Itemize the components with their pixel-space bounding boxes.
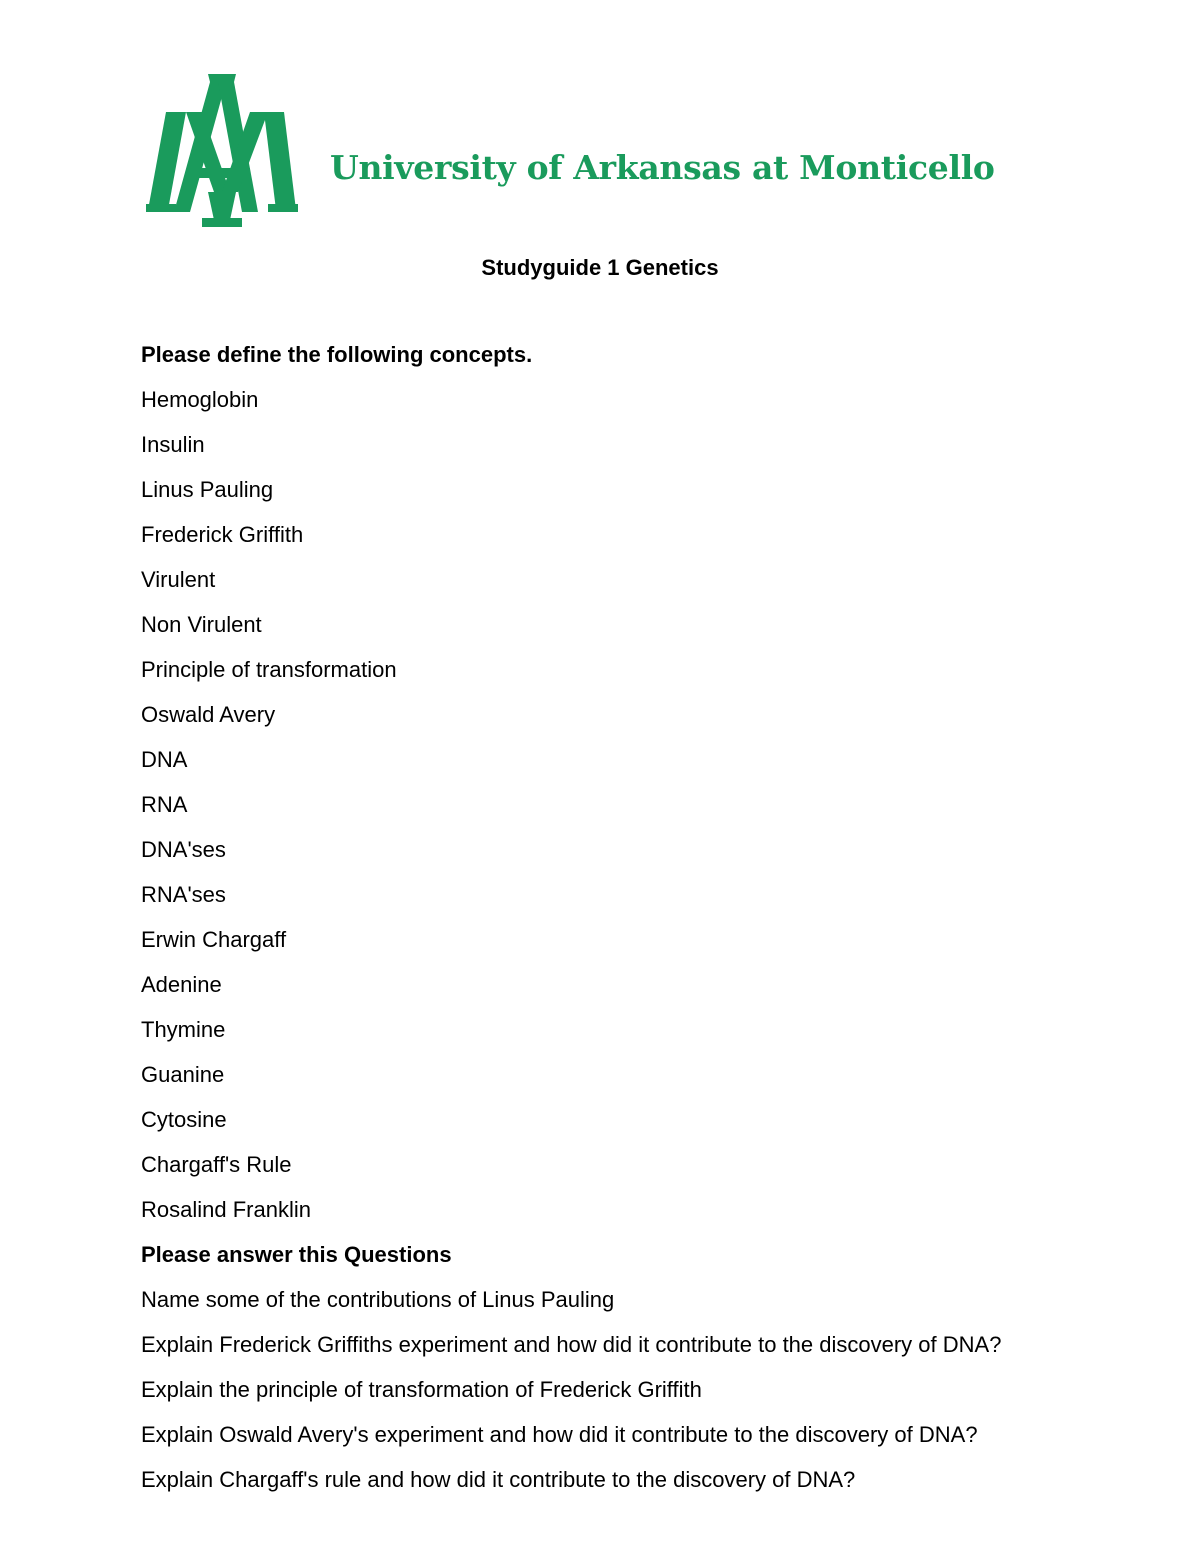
concept-item: RNA'ses xyxy=(141,882,226,907)
definitions-heading: Please define the following concepts. xyxy=(141,342,533,367)
concept-item: Non Virulent xyxy=(141,612,262,637)
question-item: Explain Chargaff's rule and how did it contribute to the discovery of DNA? xyxy=(141,1467,856,1492)
concept-item: Principle of transformation xyxy=(141,657,397,682)
concept-item: Guanine xyxy=(141,1062,225,1087)
concept-item: Chargaff's Rule xyxy=(141,1152,292,1177)
concept-item: Erwin Chargaff xyxy=(141,927,287,952)
questions-heading: Please answer this Questions xyxy=(141,1242,452,1267)
concept-item: Oswald Avery xyxy=(141,702,276,727)
concept-item: Insulin xyxy=(141,432,205,457)
concept-item: DNA'ses xyxy=(141,837,226,862)
document-body xyxy=(141,340,1061,1510)
question-item: Name some of the contributions of Linus Pauling xyxy=(141,1287,615,1312)
concept-item: Linus Pauling xyxy=(141,477,274,502)
concept-item: Frederick Griffith xyxy=(141,522,304,547)
university-logo-icon xyxy=(146,72,298,228)
concept-item: Hemoglobin xyxy=(141,387,259,412)
concept-item: Cytosine xyxy=(141,1107,227,1132)
concept-item: Virulent xyxy=(141,567,216,592)
concept-item: DNA xyxy=(141,747,188,772)
concept-item: RNA xyxy=(141,792,188,817)
concept-item: Adenine xyxy=(141,972,222,997)
institution-name: University of Arkansas at Monticello xyxy=(330,148,995,187)
question-item: Explain the principle of transformation of Frederick Griffith xyxy=(141,1377,702,1402)
page-title: Studyguide 1 Genetics xyxy=(481,255,719,280)
question-item: Explain Oswald Avery's experiment and how did it contribute to the discovery of DNA? xyxy=(141,1422,978,1447)
concept-item: Rosalind Franklin xyxy=(141,1197,311,1222)
concept-item: Thymine xyxy=(141,1017,226,1042)
question-item: Explain Frederick Griffiths experiment and how did it contribute to the discovery of DNA? xyxy=(141,1332,1002,1357)
